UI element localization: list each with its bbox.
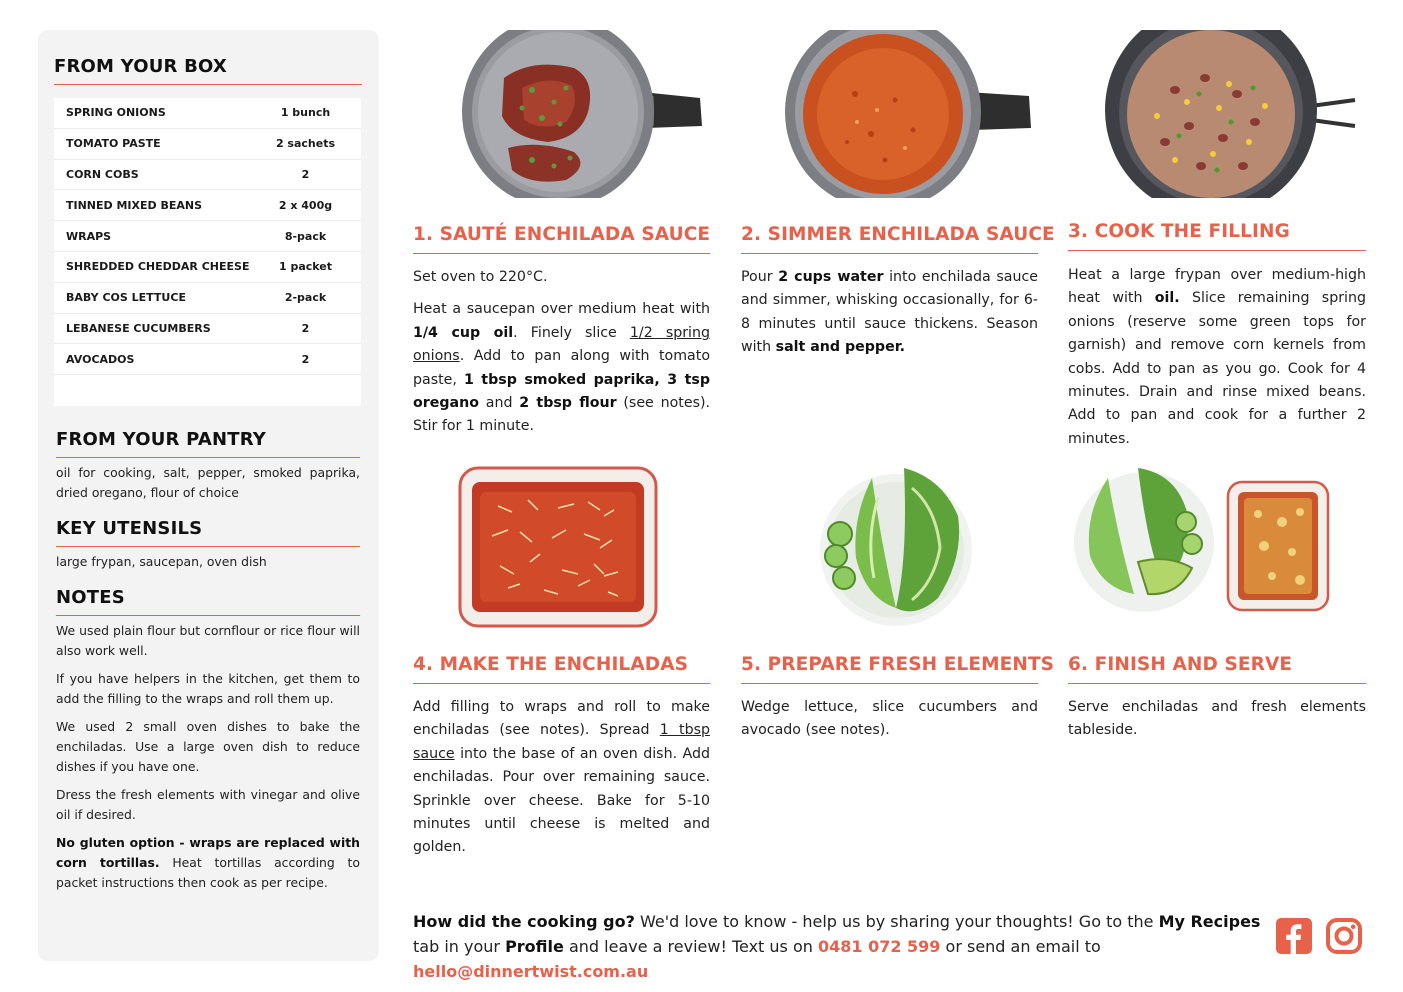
underlined-text: 1 tbsp sauce (413, 722, 710, 762)
profile-label: Profile (505, 937, 564, 956)
table-row (54, 252, 361, 283)
text: Heat a saucepan over medium heat with (413, 301, 710, 318)
step-5-title: 5. PREPARE FRESH ELEMENTS (741, 654, 1038, 684)
note-item: We used plain flour but cornflour or rice flour will also work well. (56, 623, 360, 658)
step-3-title: 3. COOK THE FILLING (1068, 221, 1366, 251)
text: . Finely slice (513, 324, 630, 341)
ingredient-name: AVOCADOS (66, 352, 135, 366)
step-5-photo (812, 458, 984, 630)
text: and leave a review! Text us on (563, 937, 818, 956)
step-1-photo (462, 30, 707, 200)
facebook-icon[interactable] (1275, 917, 1313, 955)
ingredient-qty: 2 (301, 167, 310, 181)
ingredient-name: BABY COS LETTUCE (66, 291, 186, 305)
step-3-photo (1105, 30, 1360, 200)
gluten-option-text: Heat tortillas according to packet instructions then cook as per recipe. (56, 855, 360, 890)
step-4-title: 4. MAKE THE ENCHILADAS (413, 654, 710, 684)
step-4-photo (458, 466, 658, 628)
text: into the base of an oven dish. Add enchiladas. Pour over remaining sauce. Sprinkle over cheese. Bake for 5-10 minutes until cheese is melted and golden. (413, 745, 710, 856)
ingredient-name: TINNED MIXED BEANS (66, 198, 203, 212)
step-6-body (1068, 696, 1366, 752)
step-1-instructions (413, 298, 710, 438)
step-6-instructions: Serve enchiladas and fresh elements tableside. (1068, 699, 1366, 739)
ingredient-name: WRAPS (66, 229, 112, 243)
text: Add filling to wraps and roll to make enchiladas (see notes). Spread (413, 699, 710, 739)
text: tab in your (413, 937, 506, 956)
text: into enchilada sauce and simmer, whisking occasionally, for 6-8 minutes until sauce thickens. Season with (741, 269, 1038, 356)
text: Pour (741, 269, 779, 285)
step-3-body (1068, 264, 1366, 460)
ingredient-qty: 2-pack (284, 291, 327, 305)
pantry-list: oil for cooking, salt, pepper, smoked paprika, dried oregano, flour of choice (56, 465, 360, 500)
text: and (478, 395, 520, 412)
email-link[interactable]: hello@dinnertwist.com.au (413, 962, 649, 981)
step-2-instructions (741, 266, 1038, 360)
table-row (54, 283, 361, 314)
my-recipes-label: My Recipes (1158, 912, 1261, 931)
step-2-title: 2. SIMMER ENCHILADA SAUCE (741, 224, 1038, 254)
ingredient-name: SPRING ONIONS (66, 106, 166, 120)
note-item: Dress the fresh elements with vinegar and olive oil if desired. (56, 787, 360, 822)
text: or send an email to (940, 937, 1101, 956)
bold-text: salt and pepper. (775, 339, 906, 356)
bold-text: oil. (1154, 290, 1180, 307)
instagram-icon[interactable] (1325, 917, 1363, 955)
ingredient-qty: 1 packet (278, 260, 333, 274)
table-row (54, 221, 361, 252)
underlined-text: 1/2 spring onions (413, 324, 710, 365)
utensils-list: large frypan, saucepan, oven dish (56, 554, 267, 569)
gluten-option-bold: No gluten option - wraps are replaced with corn tortillas. (56, 835, 360, 870)
notes-list (56, 621, 360, 901)
ingredients-sidebar (38, 30, 379, 961)
text: Heat a large frypan over medium-high heat with (1068, 267, 1366, 307)
step-2-body (741, 266, 1038, 369)
text: . Add to pan along with tomato paste, (413, 348, 710, 388)
notes-heading: NOTES (56, 587, 360, 616)
phone-link[interactable]: 0481 072 599 (817, 937, 941, 956)
ingredient-qty: 8-pack (284, 229, 327, 243)
text: (see notes). Stir for 1 minute. (413, 395, 711, 435)
ingredient-name: SHREDDED CHEDDAR CHEESE (66, 260, 250, 274)
ingredient-name: CORN COBS (66, 167, 139, 181)
bold-text: 2 cups water (778, 269, 884, 285)
ingredient-qty: 2 sachets (275, 137, 336, 151)
text: Slice remaining spring onions (reserve some green tops for garnish) and remove corn kernels from cobs. Add to pan as you go. Cook for 4 minutes. Drain and rinse mixed beans. Add to pan and cook for a further 2 minutes. (1068, 290, 1366, 447)
table-row (54, 314, 361, 345)
step-3-instructions (1068, 264, 1366, 451)
step-6-photo (1068, 458, 1334, 616)
ingredient-qty: 2 (301, 352, 310, 366)
bold-text: 2 tbsp flour (519, 395, 617, 412)
note-item (56, 833, 360, 893)
key-utensils-heading: KEY UTENSILS (56, 518, 360, 547)
from-your-box-heading: FROM YOUR BOX (54, 56, 362, 85)
table-row (54, 344, 361, 375)
table-row (54, 160, 361, 191)
table-row (54, 190, 361, 221)
step-5-instructions: Wedge lettuce, slice cucumbers and avocado (see notes). (741, 699, 1038, 739)
table-row (54, 129, 361, 160)
note-item: We used 2 small oven dishes to bake the enchiladas. Use a large oven dish to reduce dishes if you have one. (56, 719, 360, 774)
table-row (54, 98, 361, 129)
step-4-instructions (413, 696, 710, 860)
from-your-pantry-heading: FROM YOUR PANTRY (56, 429, 360, 458)
step-2-photo (785, 30, 1035, 200)
feedback-question: How did the cooking go? (413, 912, 635, 931)
step-6-title: 6. FINISH AND SERVE (1068, 654, 1366, 684)
bold-text: 1/4 cup oil (413, 324, 514, 341)
step-1-title: 1. SAUTÉ ENCHILADA SAUCE (413, 224, 710, 254)
ingredient-qty: 2 (301, 321, 310, 335)
bold-text: 1 tbsp smoked paprika, 3 tsp oregano (413, 371, 710, 412)
ingredient-qty: 2 x 400g (278, 198, 333, 212)
feedback-footer (413, 909, 1263, 984)
note-item: If you have helpers in the kitchen, get them to add the filling to the wraps and roll them up. (56, 671, 360, 706)
step-4-body (413, 696, 710, 869)
step-5-body (741, 696, 1038, 752)
step-1-oven: Set oven to 220°C. (413, 269, 548, 285)
ingredient-name: LEBANESE CUCUMBERS (66, 321, 211, 335)
ingredient-qty: 1 bunch (280, 106, 331, 120)
box-ingredients-table (54, 98, 361, 406)
text: We'd love to know - help us by sharing your thoughts! Go to the (634, 912, 1159, 931)
step-1-body (413, 266, 710, 448)
ingredient-name: TOMATO PASTE (66, 137, 161, 151)
